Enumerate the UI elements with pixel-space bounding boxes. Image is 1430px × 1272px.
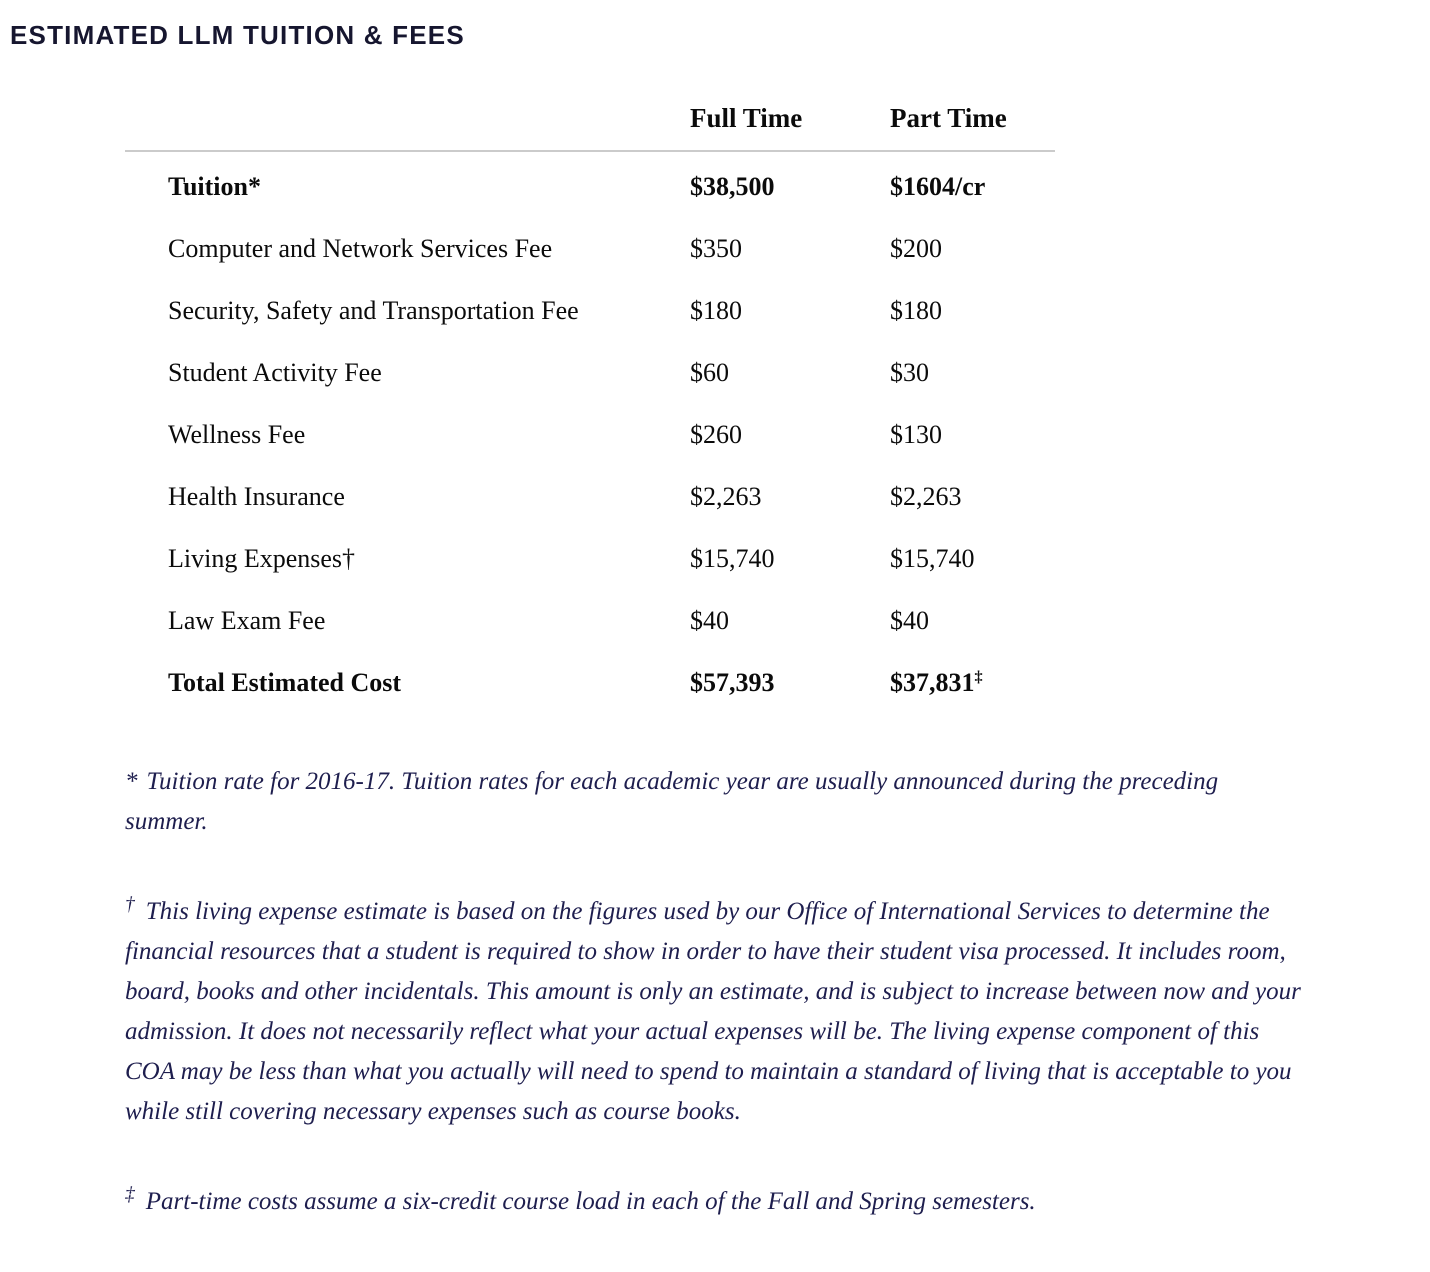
footnote-text: Tuition rate for 2016-17. Tuition rates for each academic year are usually announced during the preceding summer.	[125, 768, 1219, 835]
row-label: Student Activity Fee	[168, 358, 382, 387]
row-part-time-value: $2,263	[890, 482, 962, 511]
footnote	[125, 1182, 1305, 1222]
row-part-time-value: $130	[890, 420, 942, 449]
column-header-full-time: Full Time	[690, 103, 803, 133]
fees-table-body	[125, 152, 1055, 714]
footnote-text: This living expense estimate is based on the figures used by our Office of International Services to determine the financial resources that a student is required to show in order to have their student visa processed. It includes room, board, books and other incidentals. This amount is only an estimate, and is subject to increase between now and your admission. It does not necessarily reflect what your actual expenses will be. The living expense component of this COA may be less than what you actually will need to spend to maintain a standard of living that is acceptable to you while still covering necessary expenses such as course books.	[125, 898, 1301, 1125]
table-header-row	[125, 103, 1055, 152]
row-full-time-value: $260	[690, 420, 742, 449]
row-part-time-value: $40	[890, 606, 929, 635]
fees-table	[125, 103, 1055, 714]
footnote	[125, 762, 1305, 842]
row-full-time-value: $15,740	[690, 544, 775, 573]
part-time-superscript: ‡	[974, 668, 983, 686]
table-row	[125, 342, 1055, 404]
row-label: Total Estimated Cost	[168, 668, 402, 697]
row-part-time-value: $180	[890, 296, 942, 325]
table-row	[125, 280, 1055, 342]
row-full-time-value: $350	[690, 234, 742, 263]
row-part-time-value: $30	[890, 358, 929, 387]
row-label: Tuition*	[168, 172, 261, 201]
row-label: Wellness Fee	[168, 420, 306, 449]
row-full-time-value: $57,393	[690, 668, 775, 697]
table-row	[125, 466, 1055, 528]
footnotes	[125, 762, 1305, 1272]
row-part-time-value: $1604/cr	[890, 172, 986, 201]
row-full-time-value: $2,263	[690, 482, 762, 511]
row-full-time-value: $60	[690, 358, 729, 387]
row-label: Health Insurance	[168, 482, 345, 511]
page-title: ESTIMATED LLM TUITION & FEES	[10, 20, 465, 50]
row-part-time-value: $15,740	[890, 544, 975, 573]
footnote-marker: *	[125, 768, 138, 795]
row-part-time-value: $200	[890, 234, 942, 263]
column-header-part-time: Part Time	[890, 103, 1007, 133]
row-label: Living Expenses†	[168, 544, 356, 573]
row-label: Security, Safety and Transportation Fee	[168, 296, 579, 325]
footnote-text: Part-time costs assume a six-credit course load in each of the Fall and Spring semesters.	[145, 1188, 1036, 1215]
table-row	[125, 218, 1055, 280]
row-full-time-value: $40	[690, 606, 729, 635]
row-full-time-value: $180	[690, 296, 742, 325]
footnote-marker: †	[125, 893, 135, 915]
table-row	[125, 156, 1055, 218]
row-label: Law Exam Fee	[168, 606, 326, 635]
table-row	[125, 528, 1055, 590]
row-part-time-value: $37,831‡	[890, 668, 983, 697]
table-row	[125, 652, 1055, 714]
table-row	[125, 590, 1055, 652]
footnote	[125, 892, 1305, 1132]
row-full-time-value: $38,500	[690, 172, 775, 201]
row-label: Computer and Network Services Fee	[168, 234, 553, 263]
footnote-marker: ‡	[125, 1183, 135, 1205]
table-row	[125, 404, 1055, 466]
